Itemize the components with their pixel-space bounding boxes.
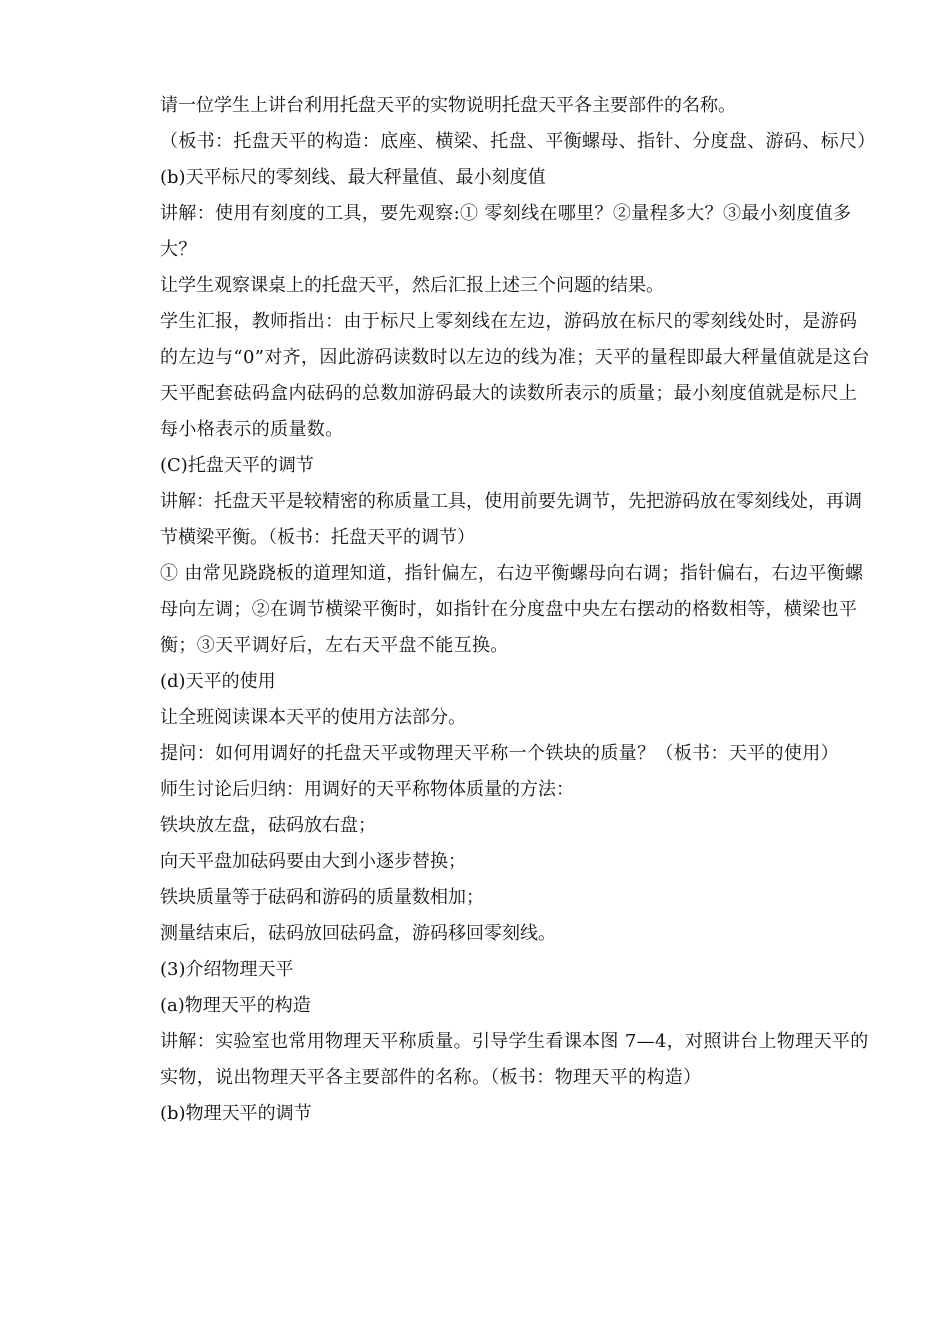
paragraph-20: 讲解：实验室也常用物理天平称质量。引导学生看课本图 7—4，对照讲台上物理天平的实物，说出物理天平各主要部件的名称。（板书：物理天平的构造） [160, 1031, 869, 1088]
paragraph-19: (a)物理天平的构造 [160, 995, 311, 1016]
paragraph-13: 师生讨论后归纳：用调好的天平称物体质量的方法： [160, 779, 574, 800]
paragraph-14: 铁块放左盘，砝码放右盘； [160, 815, 376, 836]
paragraph-11: 让全班阅读课本天平的使用方法部分。 [160, 707, 466, 728]
paragraph-15: 向天平盘加砝码要由大到小逐步替换； [160, 851, 466, 872]
document-body [160, 88, 876, 1132]
paragraph-12: 提问：如何用调好的托盘天平或物理天平称一个铁块的质量？（板书：天平的使用） [160, 743, 839, 764]
paragraph-7: (C)托盘天平的调节 [160, 455, 314, 476]
paragraph-1: 请一位学生上讲台利用托盘天平的实物说明托盘天平各主要部件的名称。 [160, 95, 736, 116]
paragraph-9: ① 由常见跷跷板的道理知道，指针偏左，右边平衡螺母向右调；指针偏右，右边平衡螺母向左调；②在调节横梁平衡时，如指针在分度盘中央左右摆动的格数相等，横梁也平衡；③天平调好后，左右天平盘不能互换。 [160, 563, 864, 656]
paragraph-8: 讲解：托盘天平是较精密的称质量工具，使用前要先调节，先把游码放在零刻线处，再调节横梁平衡。（板书：托盘天平的调节） [160, 491, 862, 548]
paragraph-2: （板书：托盘天平的构造：底座、横梁、托盘、平衡螺母、指针、分度盘、游码、标尺） [160, 131, 876, 152]
paragraph-6: 学生汇报，教师指出：由于标尺上零刻线在左边，游码放在标尺的零刻线处时，是游码的左边与“0”对齐，因此游码读数时以左边的线为准；天平的量程即最大秤量值就是这台天平配套砝码盒内砝码的总数加游码最大的读数所表示的质量；最小刻度值就是标尺上每小格表示的质量数。 [160, 311, 870, 440]
paragraph-3: (b)天平标尺的零刻线、最大秤量值、最小刻度值 [160, 167, 546, 188]
paragraph-17: 测量结束后，砝码放回砝码盒，游码移回零刻线。 [160, 923, 556, 944]
paragraph-21: (b)物理天平的调节 [160, 1103, 312, 1124]
paragraph-5: 让学生观察课桌上的托盘天平，然后汇报上述三个问题的结果。 [160, 275, 664, 296]
paragraph-16: 铁块质量等于砝码和游码的质量数相加； [160, 887, 484, 908]
paragraph-10: (d)天平的使用 [160, 671, 276, 692]
paragraph-18: (3)介绍物理天平 [160, 959, 294, 980]
paragraph-4: 讲解：使用有刻度的工具，要先观察:① 零刻线在哪里？②量程多大？③最小刻度值多大？ [160, 203, 852, 260]
